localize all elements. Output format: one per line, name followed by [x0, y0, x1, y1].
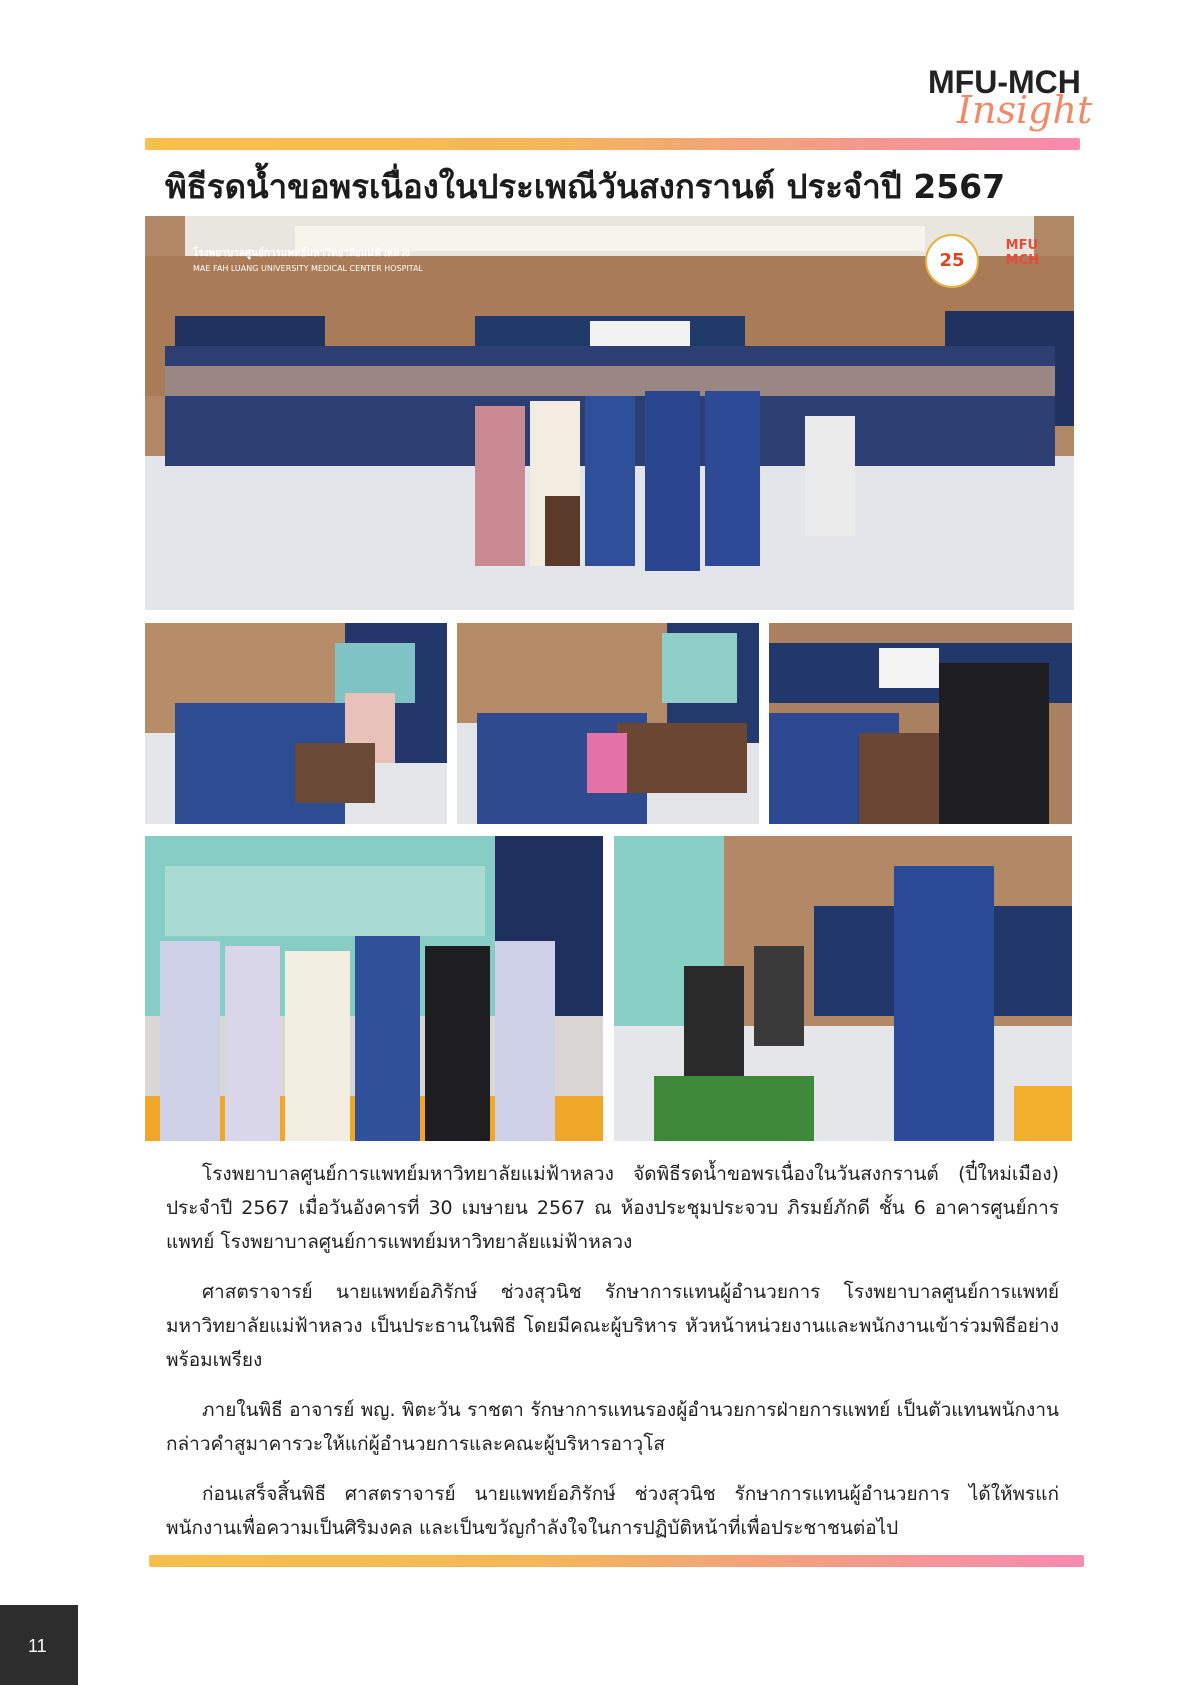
mini-mfu-mch-logo [1006, 238, 1039, 268]
ceremony-photo-1-illustration [145, 623, 447, 824]
group-photo-illustration [145, 836, 603, 1141]
article-body [166, 1157, 1059, 1561]
page-number: 11 [28, 1636, 47, 1656]
paragraph-1: โรงพยาบาลศูนย์การแพทย์มหาวิทยาลัยแม่ฟ้าหลวง จัดพิธีรดน้ำขอพรเนื่องในวันสงกรานต์ (ปี๋ใหม่เมือง) ประจำปี 2567 เมื่อวันอังคารที่ 30 เมษายน 2567 ณ ห้องประชุมประจวบ ภิรมย์ภักดี ชั้น 6 อาคารศูนย์การแพทย์ โรงพยาบาลศูนย์การแพทย์มหาวิทยาลัยแม่ฟ้าหลวง [166, 1163, 1059, 1253]
paragraph-2: ศาสตราจารย์ นายแพทย์อภิรักษ์ ช่วงสุวนิช รักษาการแทนผู้อำนวยการ โรงพยาบาลศูนย์การแพทย์มหาวิทยาลัยแม่ฟ้าหลวง เป็นประธานในพิธี โดยมีคณะผู้บริหาร หัวหน้าหน่วยงานและพนักงานเข้าร่วมพิธีอย่างพร้อมเพรียง [166, 1281, 1059, 1371]
paragraph-4: ก่อนเสร็จสิ้นพิธี ศาสตราจารย์ นายแพทย์อภิรักษ์ ช่วงสุวนิช รักษาการแทนผู้อำนวยการ ได้ให้พรแก่พนักงานเพื่อความเป็นศิริมงคล และเป็นขวัญกำลังใจในการปฏิบัติหน้าที่เพื่อประชาชนต่อไป [166, 1483, 1059, 1539]
blessing-ritual-photo [614, 836, 1072, 1141]
page-title: พิธีรดน้ำขอพรเนื่องในประเพณีวันสงกรานต์ ประจำปี 2567 [165, 167, 1006, 206]
ceremony-photo-3-illustration [769, 623, 1072, 824]
group-photo-with-backdrop [145, 836, 603, 1141]
ritual-photo-illustration [614, 836, 1072, 1141]
bottom-gradient-bar [149, 1555, 1084, 1567]
top-gradient-bar [145, 138, 1080, 150]
watermark-english: MAE FAH LUANG UNIVERSITY MEDICAL CENTER HOSPITAL [193, 264, 423, 273]
logo-script-text: Insight [957, 88, 1093, 132]
paragraph-3: ภายในพิธี อาจารย์ พญ. พิตะวัน ราชตา รักษาการแทนรองผู้อำนวยการฝ่ายการแพทย์ เป็นตัวแทนพนักงาน กล่าวคำสูมาคารวะให้แก่ผู้อำนวยการและคณะผู้บริหารอาวุโส [166, 1399, 1059, 1455]
ceremony-photo-1 [145, 623, 447, 824]
main-group-photo [145, 216, 1074, 610]
ceremony-photo-2-illustration [457, 623, 759, 824]
watermark-thai: โรงพยาบาลศูนย์การแพทย์มหาวิทยาลัยแม่ฟ้าหลวง [193, 248, 410, 259]
mini-logo-line2: MCH [1005, 253, 1039, 268]
logo-brand-text: MFU-MCH [928, 64, 1081, 100]
ceremony-photo-2 [457, 623, 759, 824]
mini-logo-line1: MFU [1005, 238, 1039, 253]
mfu-mch-insight-logo [925, 64, 1093, 144]
photo-watermark-caption [193, 246, 423, 273]
ceremony-photo-3 [769, 623, 1072, 824]
anniversary-badge: 25 [925, 234, 979, 288]
